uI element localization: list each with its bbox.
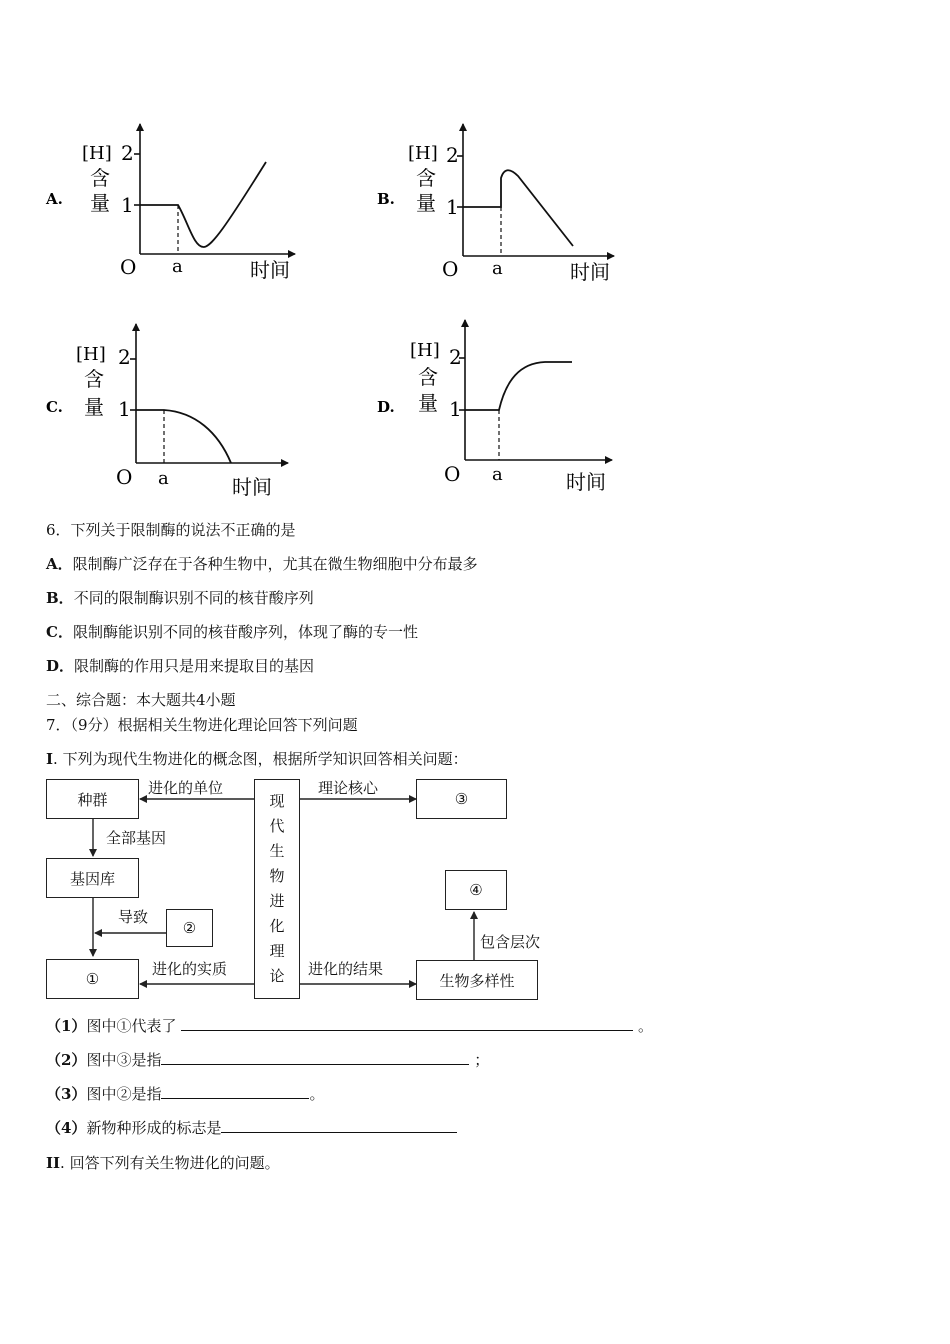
- sub-number: （1）: [46, 1017, 87, 1035]
- q7-part2-intro: [46, 1152, 280, 1173]
- box-gene-pool: 基因库: [46, 858, 139, 898]
- option-text: 不同的限制酶识别不同的核苷酸序列: [73, 589, 314, 607]
- q7-sub-1: [46, 1015, 653, 1036]
- section-heading: 二、综合题：本大题共4小题: [46, 691, 236, 709]
- answer-blank[interactable]: [161, 1084, 309, 1099]
- graph-c-ylabel-char: 量: [84, 395, 104, 419]
- graph-d-letter: D.: [377, 398, 395, 416]
- label-cause: 导致: [118, 908, 149, 926]
- graph-a-ytick-2: 2: [121, 141, 134, 165]
- part-text: . 回答下列有关生物进化的问题。: [60, 1154, 280, 1172]
- graph-b-ytick-1: 1: [446, 195, 459, 219]
- center-char: 生: [269, 842, 285, 860]
- graph-a-curve: [140, 162, 266, 247]
- q6-option-a: [46, 553, 478, 574]
- sub-number: （2）: [46, 1051, 87, 1069]
- graph-d-xlabel: 时间: [566, 470, 606, 494]
- q7-sub-2: [46, 1049, 489, 1070]
- graph-a-ylabel-char: 含: [90, 166, 110, 190]
- graph-d: [377, 320, 612, 494]
- label-evolution-result: 进化的结果: [308, 960, 384, 978]
- answer-blank[interactable]: [161, 1050, 469, 1065]
- graph-d-ylabel-char: 量: [418, 391, 438, 415]
- graph-c-ylabel: [H]: [76, 344, 106, 365]
- part-number: I: [46, 750, 54, 768]
- graph-a-ytick-1: 1: [121, 193, 134, 217]
- box-1: ①: [46, 959, 139, 999]
- graph-d-origin: O: [444, 462, 461, 486]
- graph-b-origin: O: [442, 257, 459, 281]
- center-char: 物: [269, 867, 285, 885]
- sub-text: 新物种形成的标志是: [86, 1119, 222, 1137]
- graph-b-curve: [463, 170, 573, 246]
- label-evolution-unit: 进化的单位: [148, 779, 224, 797]
- label-theory-core: 理论核心: [318, 779, 379, 797]
- graph-a-ylabel: [H]: [82, 143, 112, 164]
- center-char: 进: [269, 892, 285, 910]
- graph-b-ylabel-char: 含: [416, 166, 436, 190]
- answer-blank[interactable]: [181, 1016, 633, 1031]
- q7-sub-4: [46, 1117, 457, 1138]
- graph-c-xlabel: 时间: [232, 475, 272, 499]
- sub-number: （3）: [46, 1085, 87, 1103]
- q6-option-b: [46, 587, 314, 608]
- graph-b-ylabel: [H]: [408, 143, 438, 164]
- graph-a-mark: a: [172, 256, 183, 277]
- q6-option-c: [46, 621, 418, 642]
- label-levels: 包含层次: [480, 933, 541, 951]
- answer-blank[interactable]: [221, 1118, 457, 1133]
- box-3: ③: [416, 779, 507, 819]
- sub-text: 图中③是指: [86, 1051, 162, 1069]
- part-number: II: [46, 1154, 61, 1172]
- box-2: ②: [166, 909, 213, 947]
- box-biodiversity: 生物多样性: [416, 960, 538, 1000]
- graph-b-xlabel: 时间: [570, 260, 610, 284]
- sub-text: 图中①代表了: [86, 1017, 177, 1035]
- option-letter: B．: [46, 589, 74, 607]
- sub-end: 。: [638, 1017, 654, 1035]
- part-text: . 下列为现代生物进化的概念图，根据所学知识回答相关问题：: [53, 750, 468, 768]
- box-population: 种群: [46, 779, 139, 819]
- center-char: 现: [269, 792, 285, 810]
- q6-option-d: [46, 655, 314, 676]
- graph-d-ytick-2: 2: [449, 345, 462, 369]
- option-letter: C．: [46, 623, 73, 641]
- sub-end: 。: [309, 1085, 325, 1103]
- graph-b-mark: a: [492, 258, 503, 279]
- sub-number: （4）: [46, 1119, 87, 1137]
- graph-b: [377, 124, 614, 284]
- graph-c-letter: C.: [46, 398, 63, 416]
- option-text: 限制酶广泛存在于各种生物中，尤其在微生物细胞中分布最多: [72, 555, 478, 573]
- q6-stem: 6．下列关于限制酶的说法不正确的是: [46, 521, 296, 539]
- option-letter: D．: [46, 657, 75, 675]
- graph-b-letter: B.: [377, 190, 395, 208]
- box-modern-evolution-theory: [254, 779, 300, 999]
- q7-part1-intro: [46, 748, 468, 769]
- option-text: 限制酶能识别不同的核苷酸序列，体现了酶的专一性: [72, 623, 418, 641]
- graph-c-ytick-2: 2: [118, 345, 131, 369]
- graph-c: [46, 324, 288, 499]
- graph-c-ytick-1: 1: [118, 397, 131, 421]
- q7-stem: 7．（9分）根据相关生物进化理论回答下列问题: [46, 716, 358, 734]
- graph-c-mark: a: [158, 468, 169, 489]
- sub-text: 图中②是指: [86, 1085, 162, 1103]
- graph-a-letter: A.: [46, 190, 63, 208]
- center-char: 代: [269, 817, 285, 835]
- graph-d-curve: [465, 362, 572, 410]
- graph-a: [45, 124, 295, 282]
- box-4: ④: [445, 870, 507, 910]
- sub-end: ；: [474, 1051, 490, 1069]
- graph-a-ylabel-char: 量: [90, 191, 110, 215]
- graph-a-xlabel: 时间: [250, 258, 290, 282]
- graph-d-ytick-1: 1: [449, 397, 462, 421]
- option-letter: A．: [46, 555, 73, 573]
- graph-c-curve: [136, 410, 231, 463]
- graph-options: [0, 0, 950, 510]
- label-all-genes: 全部基因: [106, 829, 167, 847]
- label-evolution-essence: 进化的实质: [152, 960, 228, 978]
- graph-b-ytick-2: 2: [446, 143, 459, 167]
- center-char: 化: [269, 917, 285, 935]
- graph-d-mark: a: [492, 464, 503, 485]
- center-char: 论: [269, 967, 285, 985]
- graph-c-origin: O: [116, 465, 133, 489]
- center-char: 理: [269, 942, 285, 960]
- graph-d-ylabel-char: 含: [418, 365, 438, 389]
- graph-d-ylabel: [H]: [410, 340, 440, 361]
- graph-b-ylabel-char: 量: [416, 191, 436, 215]
- option-text: 限制酶的作用只是用来提取目的基因: [74, 657, 315, 675]
- graph-c-ylabel-char: 含: [84, 367, 104, 391]
- q7-sub-3: [46, 1083, 324, 1104]
- graph-a-origin: O: [120, 255, 137, 279]
